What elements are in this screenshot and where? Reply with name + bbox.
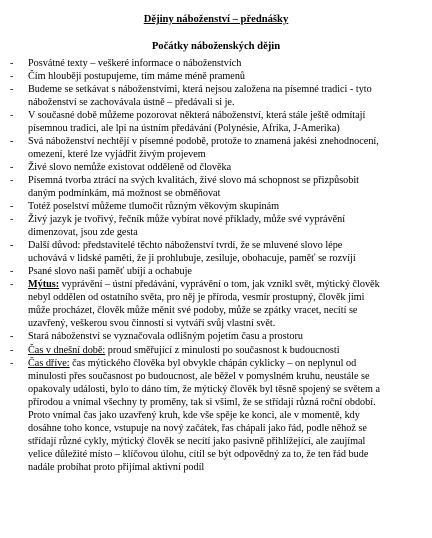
text-line [28,357,428,370]
list-item [0,83,432,109]
line-text: daným podmínkám, má možnost se obměňovat [28,187,221,199]
line-text: V současné době můžeme pozorovat některá náboženství, která stále ještě odmítají [28,109,366,121]
item-lead: Čas v dnešní době: [28,344,106,356]
list-item [0,278,432,330]
line-text: Stará náboženství se vyznačovala odlišným pojetím času a prostoru [28,331,303,343]
line-text: čas mýtického člověka byl obvykle chápán cyklicky – on neplynul od [69,357,357,369]
line-text: Budeme se setkávat s náboženstvími, která nejsou založena na písemné tradici - tyto [28,83,372,95]
list-item [0,344,432,357]
line-text: Živý jazyk je tvořivý, řečník může vybírat nové příklady, může své vyprávění [28,214,346,226]
line-text: minulosti přes současnost po budoucnost, ale běžel v pomyslném kruhu, neustále se [28,370,370,382]
list-item [0,213,432,239]
line-text: Posvátné texty – veškeré informace o náboženstvích [28,57,242,69]
bullet-dash: - [10,279,14,291]
line-text: náboženství se zachovávala ústně – předávali si je. [28,96,235,108]
bullet-dash: - [10,174,14,186]
text-line [28,422,428,435]
line-text: uzavřený, veškerou svou činností si vytváří svůj vlastní svět. [28,318,276,330]
bullet-dash: - [10,161,14,173]
bullet-dash: - [10,135,14,147]
text-line [28,304,428,317]
text-line [28,435,428,448]
text-line [28,330,428,343]
line-text: může procházet, člověk může měnit své podoby, může se zpátky vracet, necítí se [28,305,358,317]
line-text: nebyl oddělen od ostatního světa, pro něj je příroda, vesmír prostupný, člověk jimi [28,292,365,304]
text-line [28,461,428,474]
bullet-dash: - [10,214,14,226]
line-text: proud směřující z minulosti po současnost k budoucnosti [105,344,340,356]
text-line [28,448,428,461]
line-text: Totéž poselství můžeme tlumočit různým věkovým skupinám [28,201,280,213]
line-text: přírodou a vnímal všechny ty proměny, tak si všiml, že se střídají různá roční období. [28,396,376,408]
line-text: uchovává v lidské paměti, že ji prohlubuje, zesiluje, obohacuje, paměť se rozvíjí [28,253,356,265]
line-text: vyprávění – ústní předávání, vyprávění o tom, jak vznikl svět, mýtický člověk [59,279,380,291]
text-line [28,409,428,422]
line-text: omezení, které lze vyjádřit živým projevem [28,148,206,160]
list-item [0,161,432,174]
line-text: Písemná tvorba ztrácí na svých kvalitách, živé slovo má schopnost se přizpůsobit [28,174,360,186]
bullet-dash: - [10,109,14,121]
text-line [28,57,428,70]
bullet-dash: - [10,344,14,356]
bullet-list [0,57,432,475]
document-title: Dějiny náboženství – přednášky [143,14,289,25]
text-line [28,278,428,291]
list-item [0,330,432,343]
document-subtitle: Počátky náboženských dějin [151,41,281,52]
line-text: Čím hlouběji postupujeme, tím máme méně pramenů [28,70,246,82]
text-line [28,383,428,396]
bullet-dash: - [10,357,14,369]
line-text: střídají různé cykly, mýtický člověk se necítí jako pasivně přihlížející, ale zaujímal [28,435,366,447]
bullet-dash: - [10,83,14,95]
text-line [28,344,428,357]
text-line [28,317,428,330]
line-text: dimenzovat, jsou zde gesta [28,227,138,239]
bullet-dash: - [10,70,14,82]
text-line [28,161,428,174]
line-text: Svá náboženství nechtějí v písemné podobě, protože to znamená jakési znehodnocení, [28,135,379,147]
bullet-dash: - [10,240,14,252]
text-line [28,252,428,265]
list-item [0,200,432,213]
text-line [28,370,428,383]
line-text: Proto vnímal čas jako uzavřený kruh, kde vše spěje ke konci, ale v momentě, kdy [28,409,360,421]
text-line [28,396,428,409]
text-line [28,96,428,109]
line-text: opakovaly události, bylo to dáno tím, že mýtický člověk byl těsně spojený se světem a [28,383,380,395]
line-text: nadále probíhat proto přijímal aktivní podíl [28,461,205,473]
line-text: Živé slovo nemůže existovat odděleně od člověka [28,161,232,173]
text-line [28,265,428,278]
line-text: Psané slovo naši paměť ubíjí a ochabuje [28,266,192,278]
bullet-dash: - [10,331,14,343]
list-item [0,174,432,200]
list-item [0,357,432,474]
bullet-dash: - [10,201,14,213]
item-lead: Čas dříve: [28,357,70,369]
line-text: písemnou tradici, ale lpí na ústním předávání (Polynésie, Afrika, J-Amerika) [28,122,340,134]
item-lead: Mýtus: [28,279,60,291]
text-line [28,239,428,252]
text-line [28,109,428,122]
text-line [28,70,428,83]
text-line [28,291,428,304]
text-line [28,122,428,135]
text-line [28,148,428,161]
text-line [28,226,428,239]
list-item [0,265,432,278]
bullet-dash: - [10,57,14,69]
list-item [0,239,432,265]
text-line [28,213,428,226]
line-text: Další důvod: představitelé těchto náboženství tvrdí, že se mluvené slovo lépe [28,240,343,252]
bullet-dash: - [10,266,14,278]
list-item [0,70,432,83]
text-line [28,135,428,148]
list-item [0,109,432,135]
text-line [28,200,428,213]
line-text: dosáhne toho konce, vstupuje na nový začátek, řas chápali jako řád, podle něhož se [28,422,367,434]
line-text: velice důležité místo – klíčovou úlohu, cítil se být odpovědný za to, že ten řád bude [28,448,369,460]
text-line [28,174,428,187]
text-line [28,83,428,96]
list-item [0,135,432,161]
text-line [28,187,428,200]
list-item [0,57,432,70]
